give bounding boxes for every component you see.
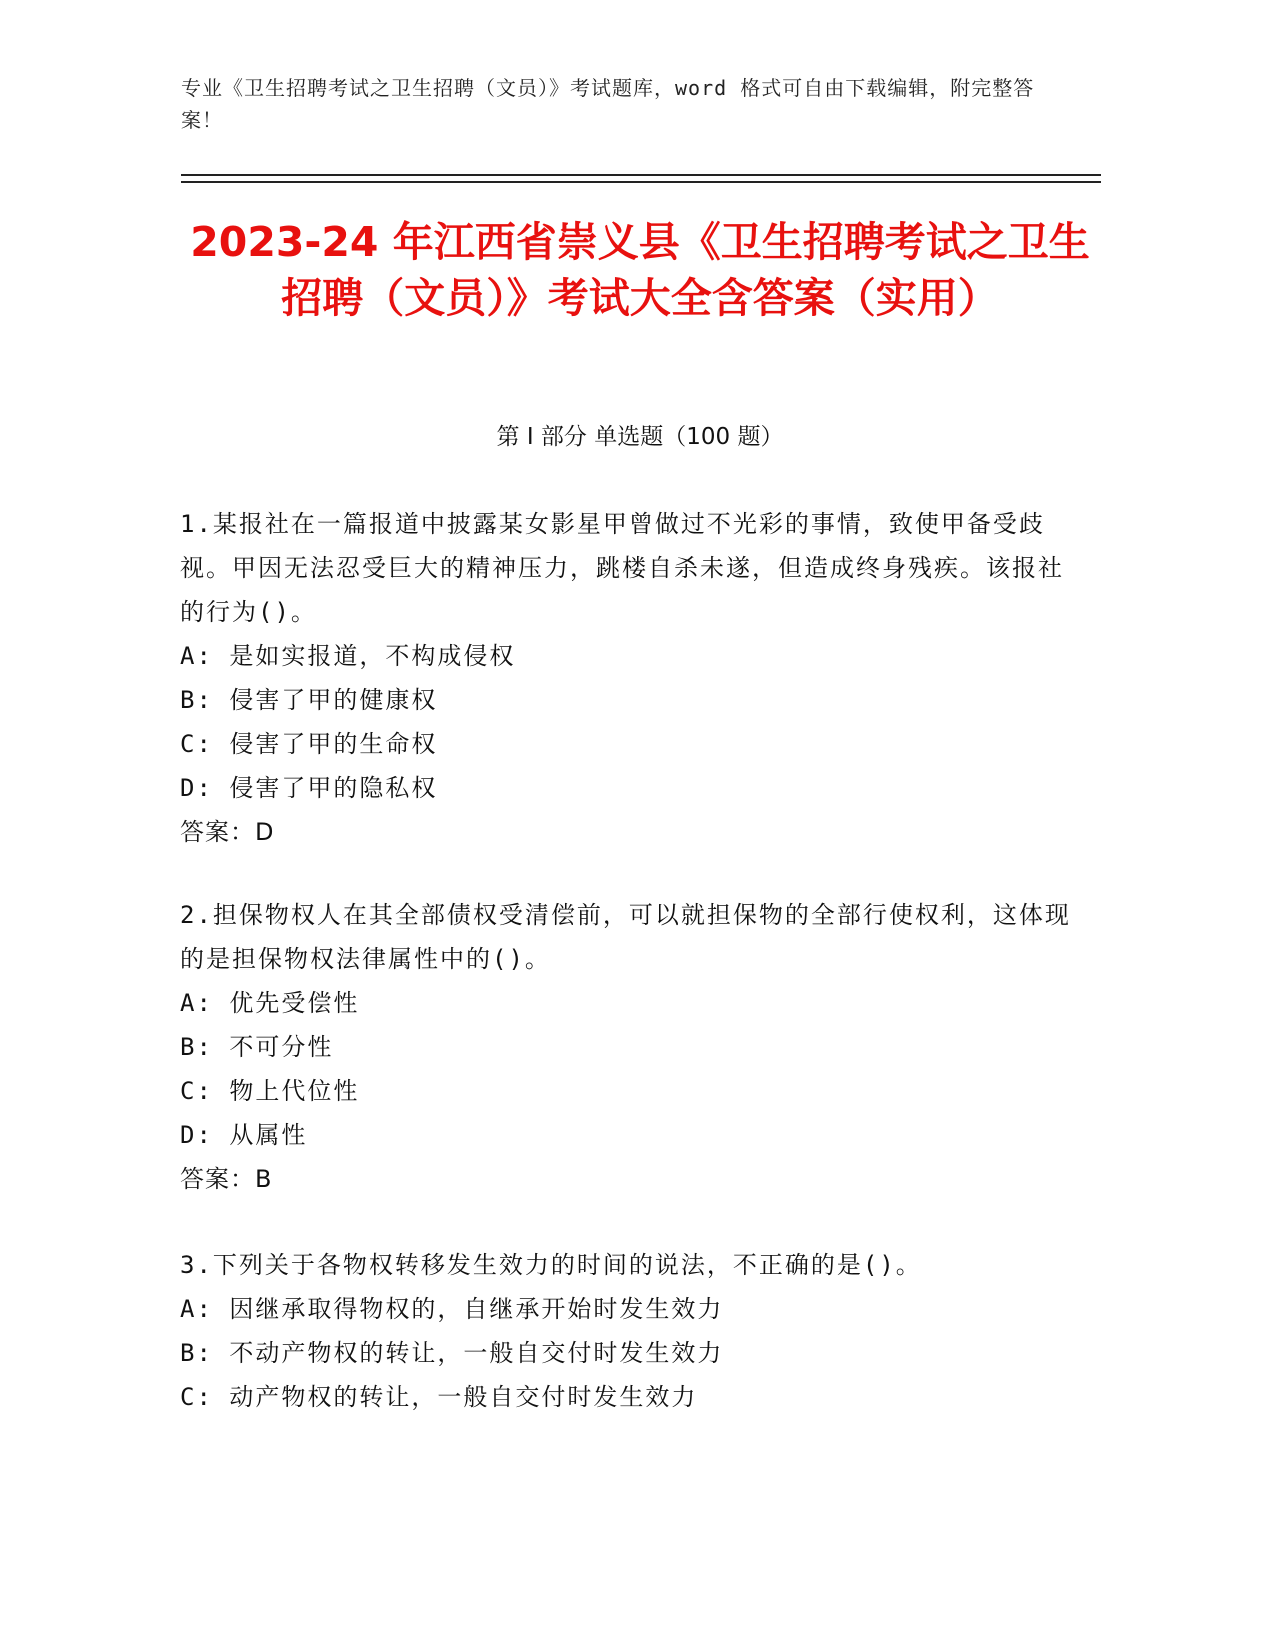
question-1 — [180, 502, 1080, 854]
option-b: B: 不可分性 — [180, 1033, 334, 1061]
header-rule-top — [181, 174, 1101, 176]
answer-line: 答案：D — [180, 818, 275, 846]
option-a: A: 优先受偿性 — [180, 989, 360, 1017]
option-c: C: 动产物权的转让，一般自交付时发生效力 — [180, 1383, 698, 1411]
header-note: 专业《卫生招聘考试之卫生招聘（文员）》考试题库，word 格式可自由下载编辑，附完整答案！ — [181, 76, 1035, 132]
question-stem: 1.某报社在一篇报道中披露某女影星甲曾做过不光彩的事情，致使甲备受歧视。甲因无法忍受巨大的精神压力，跳楼自杀未遂，但造成终身残疾。该报社的行为()。 — [180, 510, 1064, 626]
option-a: A: 是如实报道，不构成侵权 — [180, 642, 516, 670]
header-rule-bottom — [181, 181, 1101, 183]
option-d: D: 从属性 — [180, 1121, 308, 1149]
answer-line: 答案：B — [180, 1165, 273, 1193]
option-b: B: 不动产物权的转让，一般自交付时发生效力 — [180, 1339, 724, 1367]
question-stem: 2.担保物权人在其全部债权受清偿前，可以就担保物的全部行使权利，这体现的是担保物权法律属性中的()。 — [180, 901, 1071, 973]
option-a: A: 因继承取得物权的，自继承开始时发生效力 — [180, 1295, 724, 1323]
option-d: D: 侵害了甲的隐私权 — [180, 774, 438, 802]
section-heading: 第 I 部分 单选题（100 题） — [496, 424, 784, 450]
option-b: B: 侵害了甲的健康权 — [180, 686, 438, 714]
document-title: 2023-24 年江西省崇义县《卫生招聘考试之卫生招聘（文员）》考试大全含答案（实用） — [190, 218, 1090, 322]
option-c: C: 侵害了甲的生命权 — [180, 730, 438, 758]
question-2 — [180, 893, 1080, 1201]
option-c: C: 物上代位性 — [180, 1077, 360, 1105]
question-3 — [180, 1243, 1080, 1419]
question-stem: 3.下列关于各物权转移发生效力的时间的说法，不正确的是()。 — [180, 1251, 922, 1279]
